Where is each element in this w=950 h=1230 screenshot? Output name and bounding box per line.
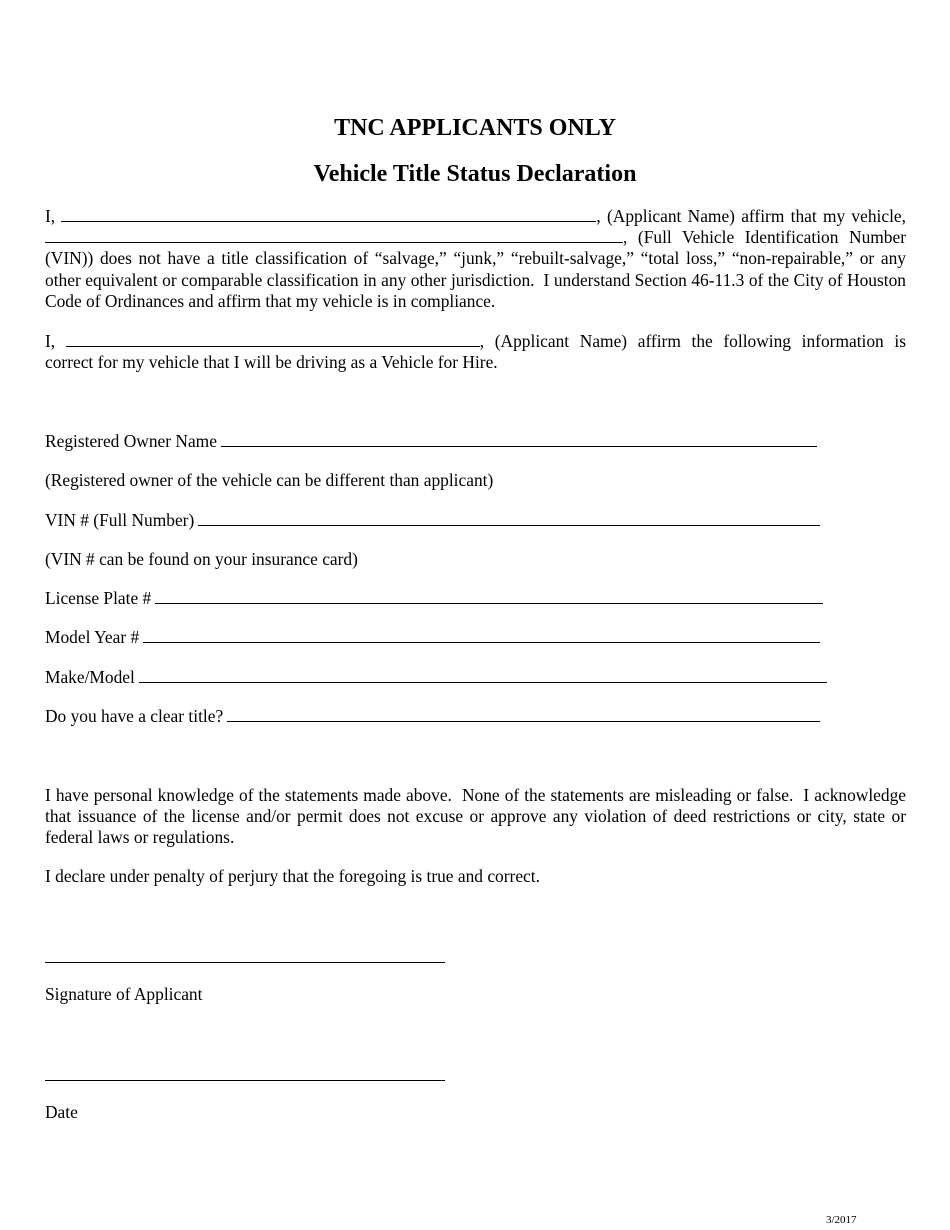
owner-name-field[interactable]	[221, 430, 817, 447]
vin-row	[45, 509, 820, 531]
perjury-statement: I declare under penalty of perjury that the foregoing is true and correct.	[45, 866, 540, 886]
declaration-paragraph-1	[45, 206, 906, 312]
license-plate-row	[45, 587, 823, 609]
signature-line[interactable]	[45, 962, 445, 963]
signature-label: Signature of Applicant	[45, 984, 203, 1004]
declaration-2-start: I,	[45, 331, 56, 351]
vin-field[interactable]	[198, 509, 820, 526]
model-year-field[interactable]	[143, 626, 820, 643]
declaration-1-vin-text: , (Full Vehicle Identification Number (VIN)) does not have a title classification of “salvage,” “junk,” “rebuilt-salvage,” “total loss,” “non-repairable,” or any other equivalent or comparable classification in any other jurisdiction. I understand Section 46-11.3 of the City of Houston Code of Ordinances and affirm that my vehicle is in compliance.	[45, 227, 906, 311]
owner-name-label: Registered Owner Name	[45, 431, 217, 451]
vin-label: VIN # (Full Number)	[45, 510, 195, 530]
declaration-2-text: , (Applicant Name) affirm the following information is correct for my vehicle that I will be driving as a Vehicle for Hire.	[45, 331, 906, 373]
declaration-1-start: I,	[45, 206, 56, 226]
owner-note: (Registered owner of the vehicle can be different than applicant)	[45, 470, 494, 490]
clear-title-row	[45, 705, 820, 727]
vehicle-vin-field-1[interactable]	[45, 227, 623, 243]
make-model-field[interactable]	[139, 666, 827, 683]
clear-title-label: Do you have a clear title?	[45, 706, 224, 726]
make-model-row	[45, 666, 827, 688]
form-subtitle: Vehicle Title Status Declaration	[313, 161, 637, 187]
clear-title-field[interactable]	[227, 705, 820, 722]
page-title: TNC APPLICANTS ONLY	[334, 115, 616, 141]
date-label: Date	[45, 1102, 78, 1122]
license-plate-label: License Plate #	[45, 588, 152, 608]
make-model-label: Make/Model	[45, 667, 135, 687]
owner-name-row	[45, 430, 817, 452]
acknowledgement-paragraph: I have personal knowledge of the statements made above. None of the statements are misleading or false. I acknowledge that issuance of the license and/or permit does not excuse or approve any violation of deed restrictions or city, state or federal laws or regulations.	[45, 785, 906, 848]
vin-note: (VIN # can be found on your insurance card)	[45, 549, 358, 569]
applicant-name-field-2[interactable]	[66, 331, 480, 347]
declaration-paragraph-2	[45, 331, 906, 373]
date-line[interactable]	[45, 1080, 445, 1081]
model-year-label: Model Year #	[45, 627, 140, 647]
applicant-name-field-1[interactable]	[61, 206, 596, 222]
license-plate-field[interactable]	[155, 587, 823, 604]
model-year-row	[45, 626, 820, 648]
declaration-1-applicant-text: , (Applicant Name) affirm that my vehicle,	[596, 206, 906, 226]
revision-date: 3/2017	[826, 1214, 857, 1226]
